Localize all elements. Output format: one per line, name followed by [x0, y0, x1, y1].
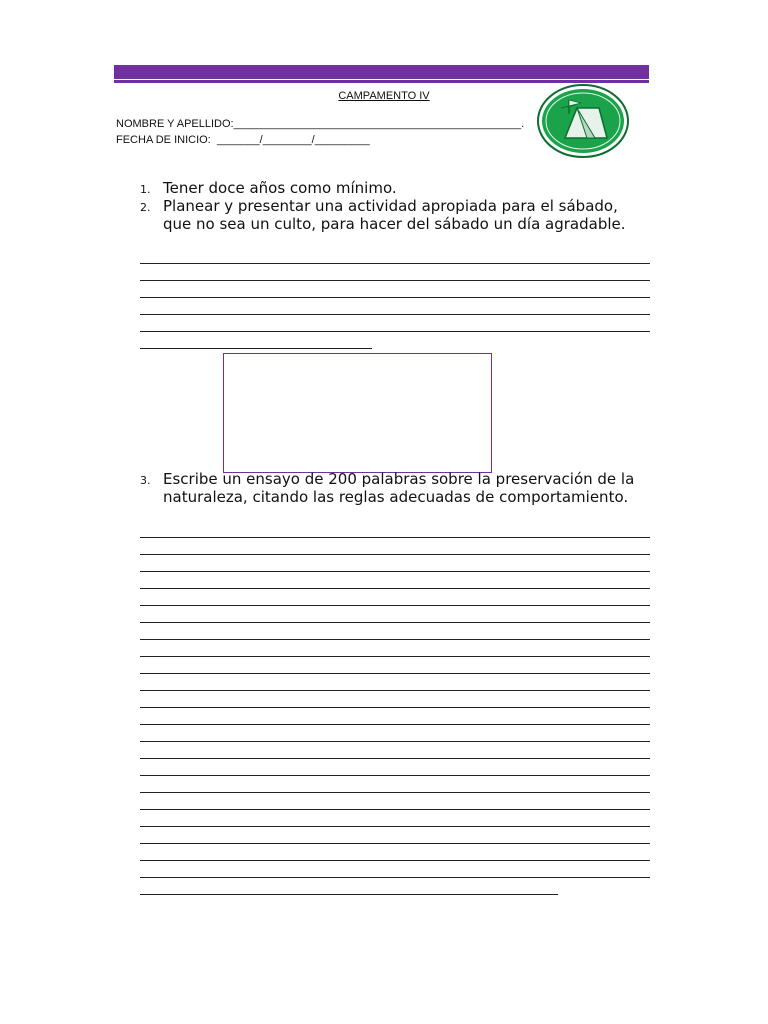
- essay-line: [140, 843, 650, 844]
- answer-line: [140, 331, 650, 332]
- essay-line: [140, 690, 650, 691]
- essay-line: [140, 724, 650, 725]
- requirement-text: que no sea un culto, para hacer del sábado un día agradable.: [163, 215, 626, 233]
- answer-line: [140, 314, 650, 315]
- essay-line: [140, 605, 650, 606]
- essay-line: [140, 775, 650, 776]
- answer-line: [140, 263, 650, 264]
- requirement-text: Escribe un ensayo de 200 palabras sobre la preservación de la: [163, 470, 635, 488]
- essay-line: [140, 758, 650, 759]
- requirement-text: Tener doce años como mínimo.: [163, 179, 397, 197]
- essay-line: [140, 656, 650, 657]
- essay-line: [140, 639, 650, 640]
- answer-line: [140, 280, 650, 281]
- requirement-number: 3.: [140, 474, 151, 487]
- header-band: [114, 65, 649, 79]
- requirement-text: Planear y presentar una actividad apropiada para el sábado,: [163, 197, 618, 215]
- answer-line: [140, 297, 650, 298]
- camp-badge: [537, 84, 629, 158]
- essay-line: [140, 622, 650, 623]
- essay-line: [140, 894, 558, 895]
- document-title: CAMPAMENTO IV: [338, 90, 430, 102]
- drawing-box: [223, 353, 492, 473]
- essay-line: [140, 537, 650, 538]
- essay-line: [140, 571, 650, 572]
- essay-line: [140, 860, 650, 861]
- essay-line: [140, 741, 650, 742]
- essay-line: [140, 826, 650, 827]
- essay-line: [140, 673, 650, 674]
- header-band-line: [114, 80, 649, 83]
- name-field: NOMBRE Y APELLIDO:_______________________________________________.: [116, 118, 525, 130]
- tent-icon: [537, 84, 629, 158]
- essay-line: [140, 877, 650, 878]
- essay-line: [140, 792, 650, 793]
- answer-line: [140, 348, 372, 349]
- essay-line: [140, 554, 650, 555]
- essay-line: [140, 809, 650, 810]
- essay-line: [140, 707, 650, 708]
- requirement-number: 2.: [140, 201, 151, 214]
- date-field: FECHA DE INICIO: _______/________/_________: [116, 134, 370, 146]
- requirement-number: 1.: [140, 183, 151, 196]
- essay-line: [140, 588, 650, 589]
- requirement-text: naturaleza, citando las reglas adecuadas de comportamiento.: [163, 488, 629, 506]
